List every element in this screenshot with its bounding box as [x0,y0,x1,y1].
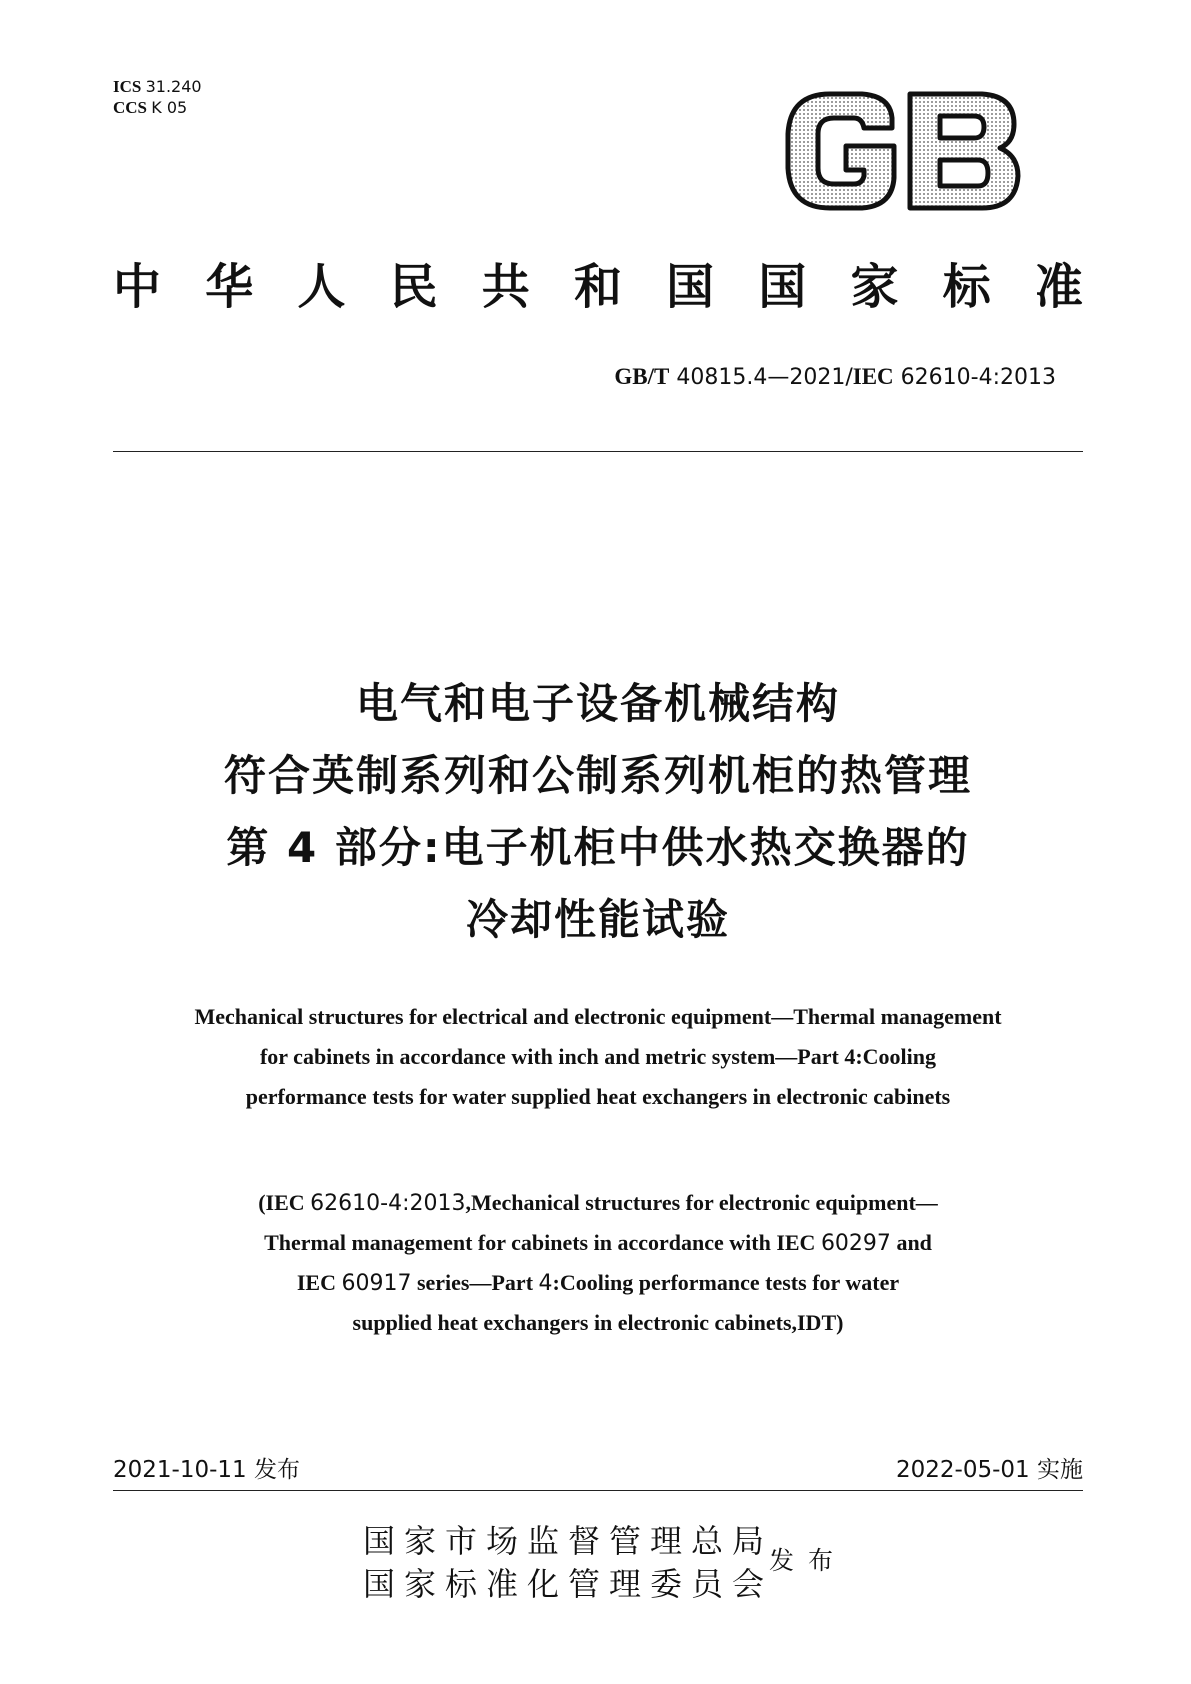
classification-codes [113,76,202,118]
footer-divider [113,1490,1083,1491]
heading-char: 和 [573,259,622,315]
adoption-number: 62610-4:2013 [310,1191,466,1216]
implementation-date [896,1454,1083,1486]
adoption-statement [100,1183,1096,1342]
implementation-date-label: 实施 [1037,1457,1083,1483]
standard-category-heading [113,252,1083,322]
ccs-label: CCS [113,98,148,117]
heading-char: 人 [297,259,346,315]
gb-national-standard-logo-icon [782,88,1022,214]
adoption-text: series—Part [411,1270,539,1295]
heading-char: 标 [942,259,991,315]
adoption-number: 4 [538,1271,553,1296]
adoption-text: :Cooling performance tests for water [552,1270,900,1295]
title-english [100,997,1096,1117]
title-en-line: performance tests for water supplied heat exchangers in electronic cabinets [245,1084,951,1109]
ccs-code [113,97,202,118]
title-en-line: Mechanical structures for electrical and electronic equipment—Thermal management [194,1004,1002,1029]
issuer-org: 国家市场监督管理总局 [363,1522,774,1560]
heading-char: 民 [389,259,438,315]
heading-char: 中 [113,259,162,315]
issuer-org: 国家标准化管理委员会 [363,1565,774,1603]
implementation-date-value: 2022-05-01 [896,1457,1030,1483]
ics-value: 31.240 [145,77,202,96]
adoption-line [100,1223,1096,1263]
title-cn-line: 符合英制系列和公制系列机柜的热管理 [223,751,972,800]
heading-char: 准 [1034,259,1083,315]
adoption-line [100,1183,1096,1223]
title-cn-line: 第 4 部分:电子机柜中供水热交换器的 [226,823,970,872]
header-divider [113,451,1083,452]
adoption-text: Thermal management for cabinets in accordance with IEC [264,1230,821,1255]
ccs-value: K 05 [151,98,188,117]
iec-prefix: IEC [852,364,894,389]
issue-date [113,1454,300,1486]
issue-date-label: 发布 [253,1457,300,1483]
adoption-text: IEC [296,1270,342,1295]
title-chinese [100,668,1096,956]
adoption-number: 60297 [820,1231,891,1256]
title-cn-line: 电气和电子设备机械结构 [355,679,840,728]
adoption-text: ,Mechanical structures for electronic equipment— [465,1190,938,1215]
heading-char: 国 [666,259,715,315]
heading-char: 共 [481,259,530,315]
heading-char: 华 [205,259,254,315]
issuing-organizations [363,1520,773,1606]
adoption-text: (IEC [258,1190,311,1215]
title-en-line: for cabinets in accordance with inch and metric system—Part 4:Cooling [259,1044,937,1069]
ics-code [113,76,202,97]
heading-char: 家 [850,259,899,315]
gb-number: 40815.4—2021/ [676,365,853,390]
issue-date-value: 2021-10-11 [113,1457,247,1483]
issue-label: 发布 [769,1546,848,1575]
iec-number: 62610-4:2013 [900,365,1056,390]
heading-char: 国 [758,259,807,315]
gb-prefix: GB/T [614,364,670,389]
adoption-line: supplied heat exchangers in electronic cabinets,IDT) [352,1310,844,1335]
standard-number [614,362,1056,393]
title-cn-line: 冷却性能试验 [465,895,730,944]
ics-label: ICS [113,77,142,96]
adoption-number: 60917 [341,1271,412,1296]
adoption-text: and [890,1230,932,1255]
adoption-line [100,1263,1096,1303]
